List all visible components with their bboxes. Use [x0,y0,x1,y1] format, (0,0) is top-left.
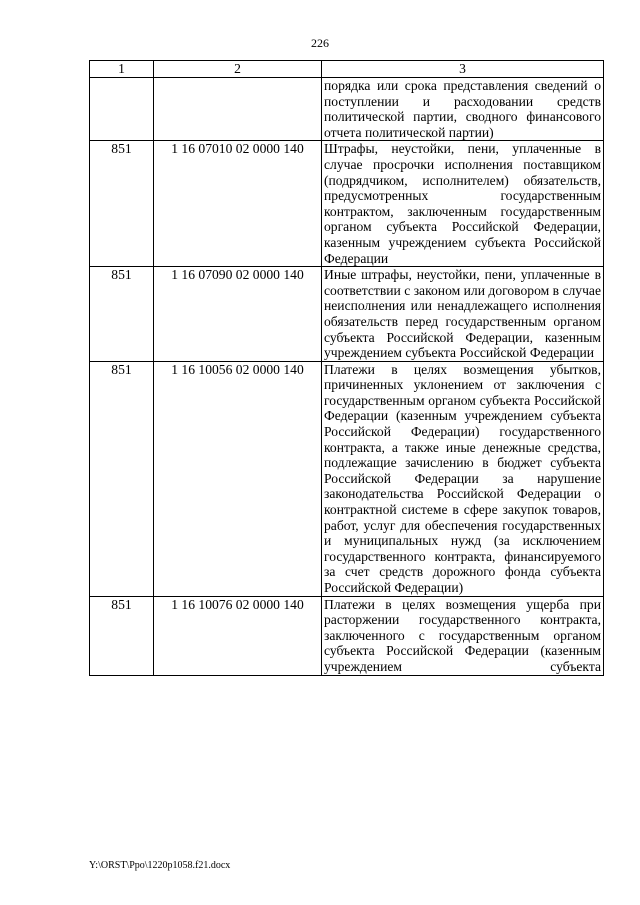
description-cell: Платежи в целях возмещения ущерба при расторжении государственного контракта, заключенного с государственным органом субъекта Российской Федерации (казенным учреждением субъекта [322,596,604,675]
table-header-row [90,61,604,78]
document-file-path: Y:\ORST\Ppo\1220p1058.f21.docx [89,860,231,871]
kbk-code-cell: 1 16 10056 02 0000 140 [154,361,322,596]
column-header-1: 1 [90,61,154,78]
description-cell: Иные штрафы, неустойки, пени, уплаченные в соответствии с законом или договором в случае неисполнения или ненадлежащего исполнения обязательств перед государственным органом субъекта Российской Федерации, казенным учреждением субъекта Российской Федерации [322,267,604,362]
page-number: 226 [311,36,329,50]
admin-code-cell: 851 [90,596,154,675]
kbk-code-cell: 1 16 10076 02 0000 140 [154,596,322,675]
table-row [90,78,604,141]
column-header-2: 2 [154,61,322,78]
description-cell: Штрафы, неустойки, пени, уплаченные в случае просрочки исполнения поставщиком (подрядчиком, исполнителем) обязательств, предусмотренных государственным контрактом, заключенным государственным органом субъекта Российской Федерации, казенным учреждением субъекта Российской Федерации [322,141,604,267]
admin-code-cell: 851 [90,141,154,267]
table-row [90,267,604,362]
kbk-code-cell: 1 16 07090 02 0000 140 [154,267,322,362]
column-header-3: 3 [322,61,604,78]
table-row [90,361,604,596]
admin-code-cell [90,78,154,141]
admin-code-cell: 851 [90,361,154,596]
kbk-code-cell: 1 16 07010 02 0000 140 [154,141,322,267]
table-row [90,141,604,267]
table-row [90,596,604,675]
revenue-codes-table [89,60,604,676]
kbk-code-cell [154,78,322,141]
admin-code-cell: 851 [90,267,154,362]
description-cell: Платежи в целях возмещения убытков, причиненных уклонением от заключения с государственным органом субъекта Российской Федерации (казенным учреждением субъекта Российской Федерации) государственного контракта, а также иные денежные средства, подлежащие зачислению в бюджет субъекта Российской Федерации за нарушение законодательства Российской Федерации о контрактной системе в сфере закупок товаров, работ, услуг для обеспечения государственных и муниципальных нужд (за исключением государственного контракта, финансируемого за счет средств дорожного фонда субъекта Российской Федерации) [322,361,604,596]
description-cell: порядка или срока представления сведений о поступлении и расходовании средств политической партии, сводного финансового отчета политической партии) [322,78,604,141]
